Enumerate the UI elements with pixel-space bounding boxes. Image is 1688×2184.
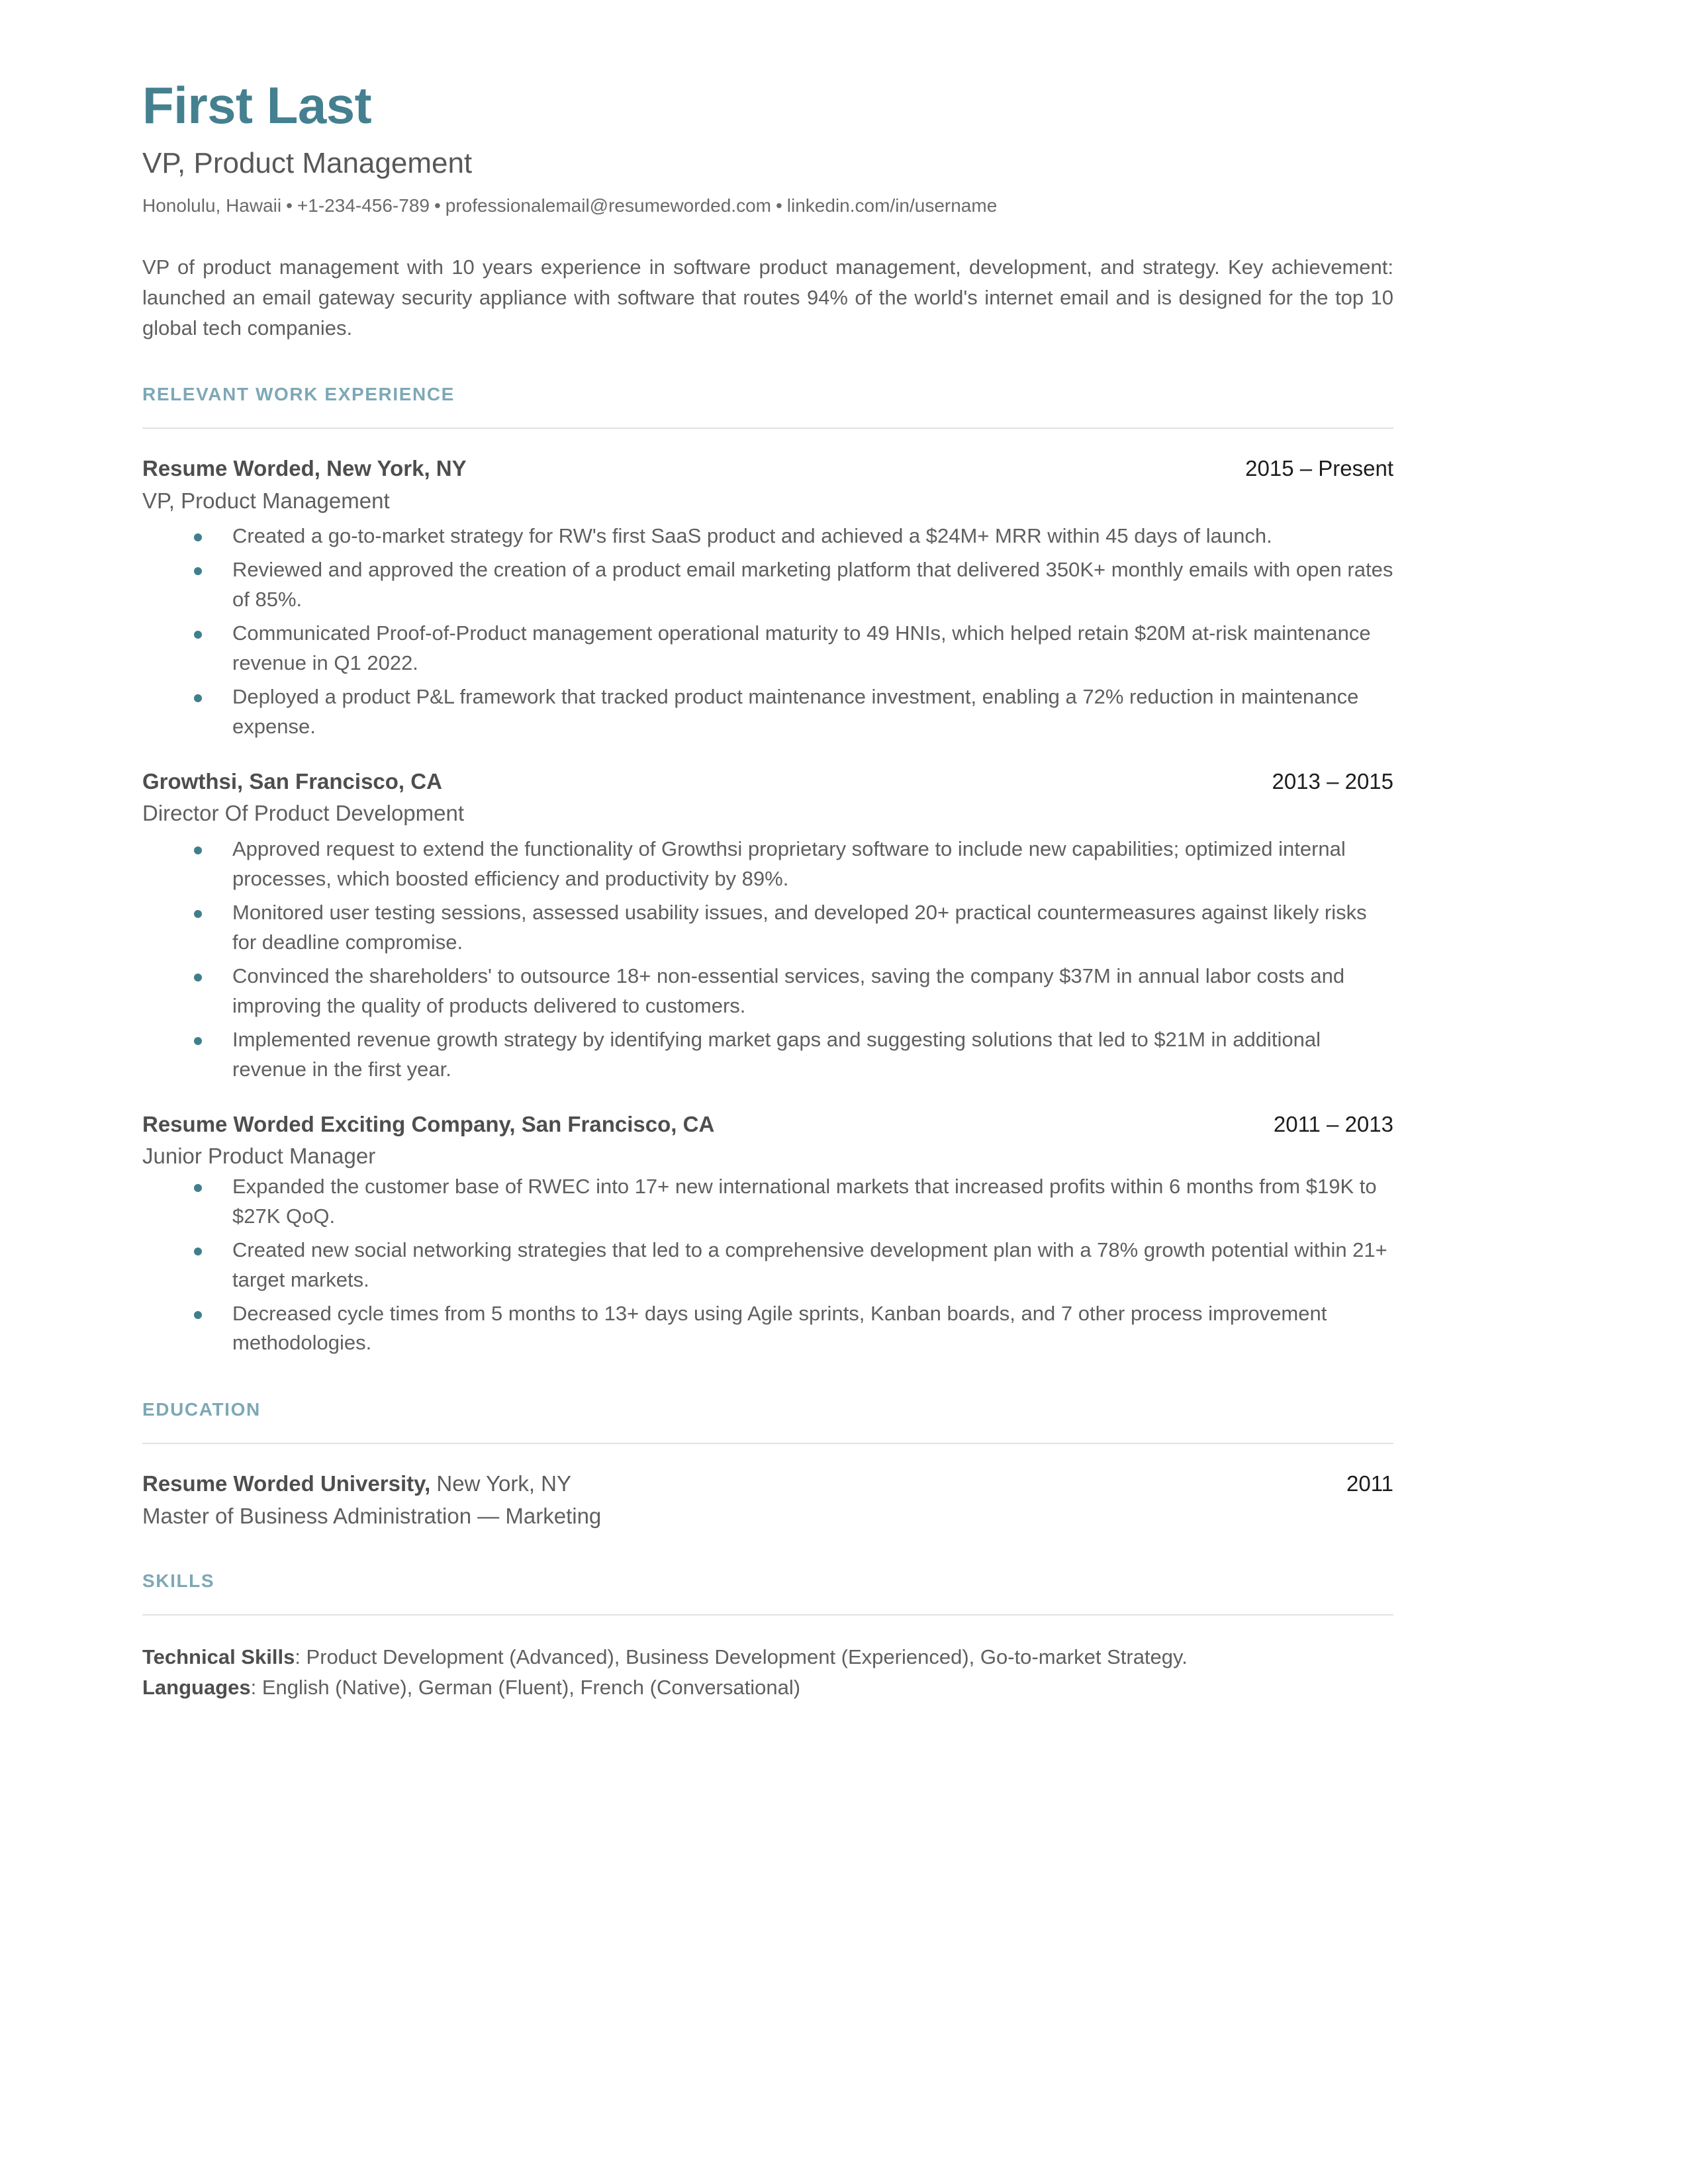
section-divider-experience — [142, 428, 1393, 429]
education-entry-header — [142, 1471, 1393, 1497]
experience-entry-header — [142, 768, 1393, 795]
experience-entry — [142, 768, 1393, 1085]
resume-header — [142, 78, 1393, 343]
section-divider-education — [142, 1443, 1393, 1444]
list-item: Reviewed and approved the creation of a product email marketing platform that delivered 350K+ monthly emails with open rates of 85%. — [194, 555, 1393, 615]
skills-languages-line — [142, 1672, 1393, 1704]
contact-line — [142, 194, 1393, 218]
list-item: Expanded the customer base of RWEC into 17+ new international markets that increased profits within 6 months from $19K to $27K QoQ. — [194, 1172, 1393, 1232]
contact-separator-3: • — [775, 195, 782, 216]
section-title-education: EDUCATION — [142, 1399, 261, 1420]
section-title-experience: RELEVANT WORK EXPERIENCE — [142, 384, 455, 405]
contact-location: Honolulu, Hawaii — [142, 195, 282, 216]
experience-entry-header — [142, 455, 1393, 482]
experience-organization: Growthsi, San Francisco, CA — [142, 768, 442, 794]
education-institution-location: New York, NY — [430, 1471, 572, 1496]
candidate-headline: VP, Product Management — [142, 146, 473, 179]
experience-role: Director Of Product Development — [142, 801, 465, 826]
section-experience — [142, 384, 1393, 1358]
list-item: Created new social networking strategies that led to a comprehensive development plan with a 78% growth potential within 21+ target markets. — [194, 1236, 1393, 1295]
list-item: Implemented revenue growth strategy by identifying market gaps and suggesting solutions that led to $21M in additional revenue in the first year. — [194, 1025, 1393, 1085]
experience-entry — [142, 1111, 1393, 1359]
section-title-skills: SKILLS — [142, 1570, 215, 1591]
skills-languages-label: Languages — [142, 1676, 251, 1700]
education-entry — [142, 1471, 1393, 1529]
list-item: Deployed a product P&L framework that tracked product maintenance investment, enabling a 72% reduction in maintenance expense. — [194, 682, 1393, 742]
experience-date: 2011 – 2013 — [1273, 1111, 1393, 1136]
education-institution — [142, 1471, 571, 1497]
experience-bullet-list — [142, 1172, 1393, 1359]
contact-separator-1: • — [286, 195, 293, 216]
skills-technical-value: : Product Development (Advanced), Business Development (Experienced), Go-to-market Strategy. — [295, 1645, 1188, 1668]
contact-phone: +1-234-456-789 — [297, 195, 430, 216]
list-item: Decreased cycle times from 5 months to 13+ days using Agile sprints, Kanban boards, and 7 other process improvement methodologies. — [194, 1299, 1393, 1359]
list-item: Created a go-to-market strategy for RW's first SaaS product and achieved a $24M+ MRR within 45 days of launch. — [194, 522, 1393, 551]
contact-email[interactable]: professionalemail@resumeworded.com — [445, 195, 771, 216]
skills-technical-label: Technical Skills — [142, 1645, 295, 1668]
education-institution-name: Resume Worded University, — [142, 1471, 431, 1496]
list-item: Approved request to extend the functionality of Growthsi proprietary software to include new capabilities; optimized internal processes, which boosted efficiency and productivity by 89%. — [194, 835, 1393, 894]
experience-entry-header — [142, 1111, 1393, 1138]
section-education — [142, 1399, 1393, 1529]
experience-role: VP, Product Management — [142, 488, 390, 513]
experience-role: Junior Product Manager — [142, 1144, 376, 1169]
experience-organization: Resume Worded Exciting Company, San Francisco, CA — [142, 1111, 715, 1136]
skills-languages-value: : English (Native), German (Fluent), French (Conversational) — [250, 1676, 801, 1700]
list-item: Convinced the shareholders' to outsource 18+ non-essential services, saving the company $37M in annual labor costs and improving the quality of products delivered to customers. — [194, 962, 1393, 1021]
experience-bullet-list — [142, 835, 1393, 1085]
professional-summary: VP of product management with 10 years experience in software product management, development, and strategy. Key achievement: launched an email gateway security appliance with software that routes 94% of the world's internet email and is designed for the top 10 global tech companies. — [142, 255, 1393, 340]
contact-separator-2: • — [434, 195, 441, 216]
education-degree: Master of Business Administration — Marketing — [142, 1503, 602, 1528]
experience-organization: Resume Worded, New York, NY — [142, 456, 467, 481]
skills-technical-line — [142, 1642, 1393, 1673]
section-divider-skills — [142, 1614, 1393, 1615]
contact-linkedin[interactable]: linkedin.com/in/username — [786, 195, 998, 216]
experience-date: 2013 – 2015 — [1272, 768, 1393, 794]
resume-content — [142, 78, 1393, 1704]
candidate-name: First Last — [142, 76, 372, 134]
section-skills — [142, 1570, 1393, 1704]
experience-date: 2015 – Present — [1245, 456, 1393, 481]
list-item: Monitored user testing sessions, assessed usability issues, and developed 20+ practical countermeasures against likely risks for deadline compromise. — [194, 898, 1393, 958]
education-date: 2011 — [1346, 1471, 1393, 1496]
experience-bullet-list — [142, 522, 1393, 742]
list-item: Communicated Proof-of-Product management operational maturity to 49 HNIs, which helped retain $20M at-risk maintenance revenue in Q1 2022. — [194, 619, 1393, 678]
experience-entry — [142, 455, 1393, 742]
